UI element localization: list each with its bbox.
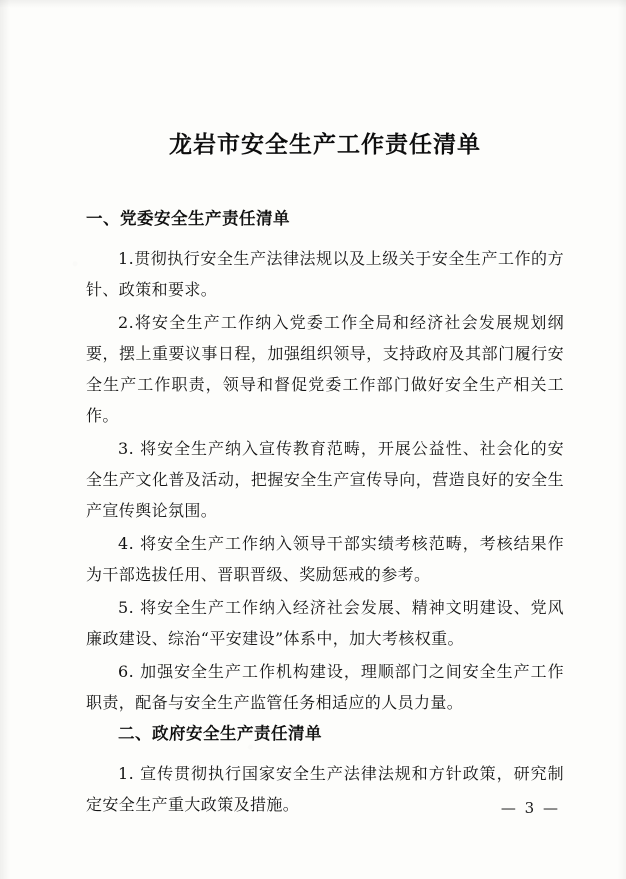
section-heading-party-committee: 一、党委安全生产责任清单 bbox=[86, 209, 290, 228]
paragraph: 6. 加强安全生产工作机构建设，理顺部门之间安全生产工作职责，配备与安全生产监管任务相适应的人员力量。 bbox=[86, 662, 564, 712]
scan-shadow-left bbox=[0, 0, 10, 879]
paragraph: 1. 宣传贯彻执行国家安全生产法律法规和方针政策，研究制定安全生产重大政策及措施。 bbox=[86, 764, 564, 814]
paragraph: 3. 将安全生产纳入宣传教育范畴，开展公益性、社会化的安全生产文化普及活动，把握安全生产宣传导向，营造良好的安全生产宣传舆论氛围。 bbox=[86, 439, 564, 520]
section-heading-government: 二、政府安全生产责任清单 bbox=[118, 724, 322, 743]
page-title: 龙岩市安全生产工作责任清单 bbox=[169, 131, 481, 158]
page-number: — 3 — bbox=[500, 799, 560, 817]
scan-shadow-top bbox=[0, 0, 626, 8]
scan-shadow-right bbox=[618, 0, 626, 879]
paragraph: 4. 将安全生产工作纳入领导干部实绩考核范畴，考核结果作为干部选拔任用、晋职晋级、奖励惩戒的参考。 bbox=[86, 534, 564, 584]
paragraph: 2.将安全生产工作纳入党委工作全局和经济社会发展规划纲要，摆上重要议事日程，加强组织领导，支持政府及其部门履行安全生产工作职责，领导和督促党委工作部门做好安全生产相关工作。 bbox=[86, 313, 564, 425]
paragraph: 1.贯彻执行安全生产法律法规以及上级关于安全生产工作的方针、政策和要求。 bbox=[86, 249, 564, 299]
document-body bbox=[86, 126, 564, 822]
paragraph: 5. 将安全生产工作纳入经济社会发展、精神文明建设、党风廉政建设、综治“平安建设”体系中，加大考核权重。 bbox=[86, 598, 564, 648]
